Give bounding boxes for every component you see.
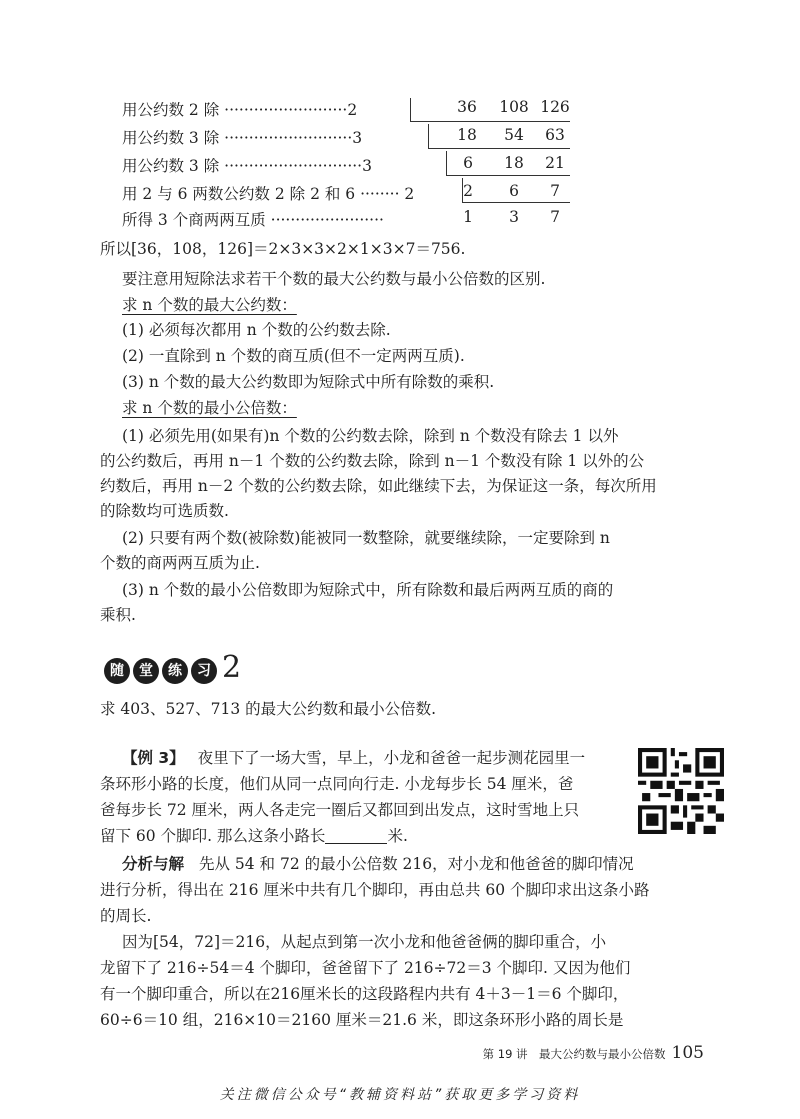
page-footer — [483, 1043, 704, 1063]
division-value: 2 — [463, 182, 473, 200]
division-row-label: 用公约数 3 除 ····························3 — [122, 157, 372, 175]
division-value: 6 — [509, 182, 519, 200]
division-bracket — [410, 98, 411, 122]
lcm-paragraph-line: 约数后，再用 n－2 个数的公约数去除，如此继续下去，为保证这一条，每次所用 — [100, 477, 657, 495]
division-result: 所以[36，108，126]＝2×3×3×2×1×3×7＝756. — [100, 240, 466, 258]
division-row-label: 用公约数 2 除 ·························2 — [122, 101, 358, 119]
division-value: 108 — [499, 98, 529, 116]
example-line: 留下 60 个脚印. 那么这条小路长 — [100, 827, 326, 845]
analysis-line: 的周长. — [100, 907, 152, 925]
solution-line: 有一个脚印重合，所以在216厘米长的这段路程内共有 4＋3－1＝6 个脚印， — [100, 985, 629, 1003]
practice-question: 求 403、527、713 的最大公约数和最小公倍数. — [100, 700, 437, 718]
example-line: 爸每步长 72 厘米，两人各走完一圈后又都回到出发点，这时雪地上只 — [100, 801, 580, 819]
lcm-paragraph-line: (1) 必须先用(如果有)n 个数的公约数去除，除到 n 个数没有除去 1 以外 — [122, 427, 619, 445]
gcd-item: (2) 一直除到 n 个数的商互质(但不一定两两互质). — [122, 347, 465, 365]
division-bracket — [446, 151, 447, 176]
lcm-paragraph-line: 个数的商两两互质为止. — [100, 554, 260, 572]
qr-code-icon — [638, 748, 724, 834]
practice-badge: 随 — [104, 658, 130, 684]
division-value: 36 — [457, 98, 477, 116]
analysis-line: 进行分析，得出在 216 厘米中共有几个脚印，再由总共 60 个脚印求出这条小路 — [100, 881, 650, 899]
division-bracket — [446, 175, 570, 176]
division-value: 7 — [550, 208, 560, 226]
division-row-label: 所得 3 个商两两互质 ······················· — [122, 211, 384, 229]
division-row-label: 用公约数 3 除 ··························3 — [122, 129, 363, 147]
analysis-title: 分析与解 — [122, 855, 185, 873]
gcd-title: 求 n 个数的最大公约数： — [122, 296, 297, 314]
solution-line: 60÷6＝10 组，216×10＝2160 厘米＝21.6 米，即这条环形小路的周长是 — [100, 1011, 624, 1029]
example-tag: 【例 3】 — [122, 749, 185, 767]
lcm-paragraph-line: 的公约数后，再用 n－1 个数的公约数去除，除到 n－1 个数没有除 1 以外的公 — [100, 452, 645, 470]
division-value: 18 — [457, 126, 477, 144]
division-value: 21 — [545, 154, 565, 172]
answer-blank — [325, 827, 387, 844]
practice-number: 2 — [222, 650, 242, 685]
division-value: 63 — [545, 126, 565, 144]
example-line: 夜里下了一场大雪，早上，小龙和爸爸一起步测花园里一 — [197, 749, 586, 767]
example-line: 米. — [387, 827, 408, 845]
division-value: 18 — [504, 154, 524, 172]
practice-badge: 练 — [162, 658, 188, 684]
practice-badge: 堂 — [133, 658, 159, 684]
division-value: 3 — [509, 208, 519, 226]
division-bracket — [428, 124, 429, 149]
division-value: 6 — [463, 154, 473, 172]
lcm-paragraph-line: 的除数均可选质数. — [100, 502, 229, 520]
gcd-item: (1) 必须每次都用 n 个数的公约数去除. — [122, 321, 391, 339]
division-bracket — [410, 121, 570, 122]
division-value: 7 — [550, 182, 560, 200]
lcm-paragraph-line: (2) 只要有两个数(被除数)能被同一数整除，就要继续除，一定要除到 n — [122, 529, 610, 547]
gcd-item: (3) n 个数的最大公约数即为短除式中所有除数的乘积. — [122, 373, 495, 391]
practice-badge: 习 — [191, 658, 217, 684]
division-value: 126 — [540, 98, 570, 116]
solution-line: 龙留下了 216÷54＝4 个脚印，爸爸留下了 216÷72＝3 个脚印. 又因为他们 — [100, 959, 631, 977]
lcm-paragraph-line: 乘积. — [100, 606, 136, 624]
page-number: 105 — [671, 1043, 704, 1063]
analysis-line: 先从 54 和 72 的最小公倍数 216，对小龙和他爸爸的脚印情况 — [198, 855, 634, 873]
division-bracket — [428, 148, 570, 149]
lcm-paragraph-line: (3) n 个数的最小公倍数即为短除式中，所有除数和最后两两互质的商的 — [122, 581, 614, 599]
division-bracket — [462, 202, 570, 203]
division-row-label: 用 2 与 6 两数公约数 2 除 2 和 6 ········ 2 — [122, 185, 415, 203]
promo-note: 关注微信公众号“教辅资料站”获取更多学习资料 — [219, 1087, 581, 1103]
notes-intro: 要注意用短除法求若干个数的最大公约数与最小公倍数的区别. — [122, 270, 546, 288]
division-value: 54 — [504, 126, 524, 144]
lecture-title: 第 19 讲 最大公约数与最小公倍数 — [482, 1047, 666, 1061]
example-line: 条环形小路的长度，他们从同一点同向行走. 小龙每步长 54 厘米，爸 — [100, 775, 574, 793]
division-value: 1 — [463, 208, 473, 226]
lcm-title: 求 n 个数的最小公倍数： — [122, 399, 297, 417]
solution-line: 因为[54，72]＝216，从起点到第一次小龙和他爸爸俩的脚印重合，小 — [122, 933, 607, 951]
